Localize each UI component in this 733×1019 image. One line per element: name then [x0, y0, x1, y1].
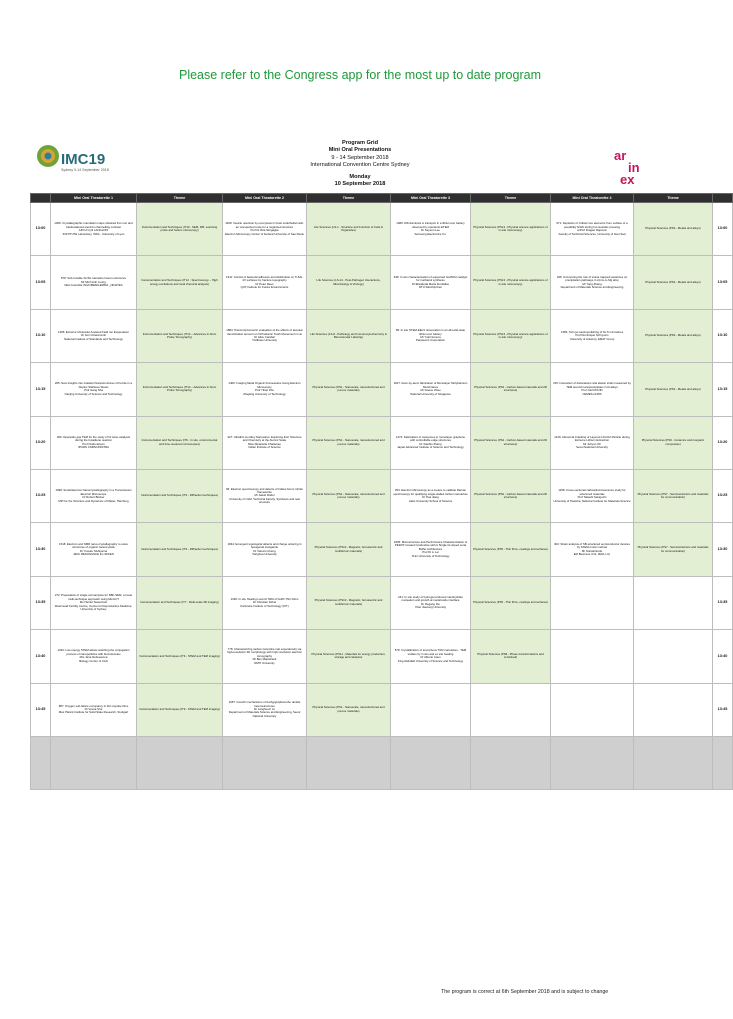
- time-slot: 13:30: [31, 523, 51, 576]
- empty-cell: [31, 736, 51, 789]
- time-slot: 13:40: [713, 630, 733, 683]
- theme-cell: Instrumentation and Techniques (IT9 - STEM and TEM imaging): [137, 630, 223, 683]
- time-slot: 13:45: [31, 683, 51, 736]
- presentation-cell: 1089: Diff-dominant Li transport in a lithium-ion battery observed by operando ETEM Dr Seyeon Lee Samsung Electronics Co.: [391, 203, 471, 256]
- presentation-cell: 315: Interaction of dislocations and elastic strain measured by TEM around nanoprecipitates in Al alloys Prof Joël DOUIN CEMES-CNRS: [551, 363, 634, 416]
- time-slot: 13:35: [713, 576, 733, 629]
- grid-header-row: [31, 194, 733, 203]
- presentation-cell: 460: Operando gas TEM for the study of Ni nano-catalysts during the butadiene reaction Prof Ovidiu Ersen IPCMS CNRS/UNISTRA: [51, 416, 137, 469]
- presentation-cell: 272: Preparation of single-cell samples for SBF-SEM, a novel multi-technique approach using MicroCT Ms Harriet Swearman Westmead Fertility Centre, Centre for Reproductive Medicine, University of Sydney: [51, 576, 137, 629]
- grid-end-row: [31, 736, 733, 789]
- theme-cell: Physical Sciences (PS13 - Physical science applications of in-situ microscopy): [471, 309, 551, 362]
- presentation-cell: [391, 683, 471, 736]
- table-row: [31, 523, 733, 576]
- presentation-cell: 1805: Microstructure and Performance Characterization of PEDOT-Coated Conductive with A Single Gl-doped ceria Buffer Architecture Prof Dr Li Lei Xi'an University of Technology: [391, 523, 471, 576]
- theme-cell: Instrumentation and Techniques (IT7 - Multi-scale 3D imaging): [137, 576, 223, 629]
- congress-venue: International Convention Centre Sydney: [310, 162, 410, 169]
- column-header: Mini Oral Theatorette 3: [391, 194, 471, 203]
- empty-cell: [634, 736, 713, 789]
- svg-text:ex: ex: [620, 172, 635, 187]
- table-row: [31, 416, 733, 469]
- time-slot: 13:25: [31, 469, 51, 522]
- presentation-cell: 85: In situ STEM-EELS observation in an all-solid-state lithium-ion battery Mr Yuki Nomura Panasonic Corporation: [391, 309, 471, 362]
- presentation-cell: 1518: Electron and NMR nano-crystallography to solve structures of organic nanocrystals Dr Yusuke Nishiyama JEOL RESONANCE Inc./RIKEN: [51, 523, 137, 576]
- time-slot: 13:20: [713, 416, 733, 469]
- theme-cell: Instrumentation and Techniques (IT6 - Diffraction techniques): [137, 469, 223, 522]
- theme-cell: Instrumentation and Techniques (IT10 - SEM, FIB, scanning probe and helium microscopy): [137, 203, 223, 256]
- empty-cell: [391, 736, 471, 789]
- theme-cell: [634, 630, 713, 683]
- theme-cell: Physical Sciences (PS10 - Magnetic, ferroelectric and multiferroic materials): [307, 523, 391, 576]
- empty-cell: [223, 736, 307, 789]
- theme-cell: Instrumentation and Techniques (IT12 - Spectroscopy – High energy excitations and local chemical analysis): [137, 256, 223, 309]
- time-header: [31, 194, 51, 203]
- congress-dates: 9 - 14 September 2018: [331, 154, 389, 161]
- day-date: 10 September 2018: [334, 181, 386, 188]
- presentation-cell: 1409: Imaging Metal Organic Frameworks Using Electron Microscopy Prof Yihan Zhu Zhejiang University of Technology: [223, 363, 307, 416]
- theme-cell: Instrumentation and Techniques (IT14 – Advances in Atom Probe Tomography): [137, 309, 223, 362]
- presentation-cell: 1087: Growth mechanisms of Au/Ag/graphene/Au double heterostructures Dr Jangheum Jo Department of Materials Science and Engineering, Seoul National University: [223, 683, 307, 736]
- time-slot: 13:10: [31, 309, 51, 362]
- presentation-cell: 878: Sub-tunable Sn/Sn-nanowire hetero-structures Mr Minh Anh Luong CEA Grenoble INAC/MEM/LEMMA _NINATEC: [51, 256, 137, 309]
- theme-cell: Physical Sciences (PS4 - Metals and alloys): [634, 363, 713, 416]
- presentation-cell: 1466: Vesicle retention by exocytosis in brain endothelial cells: an unexpected route for a neglected structure Prof Dr Rita Sinigaglia Electron Microscopy Center of Federal University of Sao Paulo: [223, 203, 307, 256]
- empty-cell: [713, 736, 733, 789]
- column-header: Theme: [307, 194, 391, 203]
- theme-cell: Physical Sciences (PS2 - Carbon-based materials and 2D structures): [471, 416, 551, 469]
- presentation-cell: 1320: Low energy STEM allows watching the conjugation process of nanoparticles with biomolecules Mrs Jana Nebesarova Biology Centre of CAS: [51, 630, 137, 683]
- svg-text:ar: ar: [614, 148, 627, 163]
- presentation-cell: 353: Electron Microscopy as a means to validate Raman spectroscopy for qualifying single-walled carbon nanotubes Dr Hua Jiang Aalto University School of Science: [391, 469, 471, 522]
- presentation-cell: 346: Uncovering the role of solute trapped vacancies on precipitation pathways in Al-Cu-Li-Mg alloy Mr Yang Zhang Department of Materials Science and Engineering: [551, 256, 634, 309]
- theme-cell: Instrumentation and Techniques (IT6 - Diffraction techniques): [137, 523, 223, 576]
- presentation-cell: 887: Oxygen sub-lattice occupancy in thin cuprate films Dr Vesna Srot Max Planck Institute for Solid State Research, Stuttgart: [51, 683, 137, 736]
- column-header: Mini Oral Theatorette 4: [551, 194, 634, 203]
- program-grid: [30, 193, 733, 790]
- day-name: Monday: [349, 173, 371, 180]
- time-slot: 13:35: [31, 576, 51, 629]
- presentation-cell: 327: Ultrathin Au Alloy Nanowires: Exploring their Structure and Chemistry at the Atomic Scale Miss Dipanwita Chatterjee Indian Institute of Science: [223, 416, 307, 469]
- time-slot: 13:00: [31, 203, 51, 256]
- table-row: [31, 576, 733, 629]
- theme-cell: [634, 683, 713, 736]
- table-row: [31, 683, 733, 736]
- theme-cell: Physical Sciences (PS13 - Physical science applications of in-situ microscopy): [471, 203, 551, 256]
- presentation-cell: 1827: Atom-by-atom fabrication of Monolayer Molybdenum Membranes Mr Xiaoxu Zhao National University of Singapore: [391, 363, 471, 416]
- presentation-cell: 1198: Cross-sectional cathodoluminescence study for structured materials Prof Takashi Sekiguchi University of Tsukuba, National Institute for Materials Science: [551, 469, 634, 522]
- presentation-cell: 241: In situ study of hydrogen-induced nanohydride nucleation and growth at metal/oxide interface Dr Degang Xie Xi'an Jiaotong University: [391, 576, 471, 629]
- theme-cell: Physical Sciences (PS4 - Metals and alloys): [634, 309, 713, 362]
- table-row: [31, 469, 733, 522]
- empty-cell: [551, 736, 634, 789]
- presentation-cell: 1274: Fabrication of nanopores in monolayer graphene with controllable edge structures Dr Xiaobin Zhang Japan Advanced Institute of Science and Technology: [391, 416, 471, 469]
- presentation-cell: 1698: Serial Electron Nanocrystallography in a Transmission Electron Microscope Dr Robert Bücker MPI for the Structure and Dynamics of Matter, Hamburg: [51, 469, 137, 522]
- column-header: Mini Oral Theatorette 2: [223, 194, 307, 203]
- presentation-cell: 83: Electron spectroscopy and defects of hollow boron nitride frameworks Mr Jakob Rödel University of ULM, Technical Faculty, Synthesis and real structure: [223, 469, 307, 522]
- svg-text:in: in: [628, 160, 640, 175]
- theme-cell: Physical Sciences (PS8 - Phase transformations and combined): [471, 630, 551, 683]
- theme-cell: Physical Sciences (PS1 - Nanoscale, nanostructured and porous materials): [307, 416, 391, 469]
- theme-cell: Physical Sciences (PS1 - Nanoscale, nanostructured and porous materials): [307, 469, 391, 522]
- svg-text:Sydney 9-14 September 2018: Sydney 9-14 September 2018: [61, 168, 109, 172]
- time-slot: 13:25: [713, 469, 733, 522]
- presentation-cell: 265: New Insights into Gradient Nanostructures of Ferrite in a Duplex Stainless Steels Prof Gang Sha Nanjing University of Science and Technology: [51, 363, 137, 416]
- theme-cell: Life Sciences (LS-1 - Structure and Function of Cells & Organelles): [307, 203, 391, 256]
- theme-cell: Physical Sciences (PS11 - Materials for energy production, storage and catalysis): [307, 630, 391, 683]
- presentation-cell: 778: Characterizing carbon nanotube mat superdensity via high-resolution 3D morphology with high resolution electron tomography Mr Ben Mapleback RMIT University: [223, 630, 307, 683]
- theme-cell: Physical Sciences (PS2 - Carbon-based materials and 2D structures): [471, 469, 551, 522]
- theme-cell: Physical Sciences (PS4 - Metals and alloys): [634, 203, 713, 256]
- time-slot: 13:05: [713, 256, 733, 309]
- theme-cell: Physical Sciences (PS10 - Magnetic, ferroelectric and multiferroic materials): [307, 576, 391, 629]
- presentation-cell: 1336: In situ Heating Lorentz TEM of FeRh Thin Films Dr Christian Kübel Karlsruhe Institute of Technology (KIT): [223, 576, 307, 629]
- presentation-cell: 1306: Crystallographic orientation maps obtained from ion and backscattered electron channelling contrast A/Prof Cyril LANGLOIS INSTITUTE Laboratory, INSA , University of Lyon: [51, 203, 137, 256]
- empty-cell: [471, 736, 551, 789]
- time-slot: 13:15: [31, 363, 51, 416]
- column-header: Theme: [137, 194, 223, 203]
- presentation-cell: 302: Strain analysis of SB-structured semiconductor devices by STEM-moiré method Mr Noriaki Endo EM Business Unit, JEOL Ltd.: [551, 523, 634, 576]
- program-subtitle: Mini Oral Presentations: [328, 147, 392, 154]
- time-slot: 13:15: [713, 363, 733, 416]
- theme-cell: Instrumentation and Techniques (IT9 - In situ, environmental and time-resolved microscopies): [137, 416, 223, 469]
- time-slot: 13:00: [713, 203, 733, 256]
- time-header: [713, 194, 733, 203]
- theme-cell: Physical Sciences (PS6 - Ceramics and inorganic composites): [634, 416, 713, 469]
- presentation-cell: 1359: Twin jet electropolishing of Ni-Ti microwires Prof Dominique Schryvers University of Antwerp, EMAT Group: [551, 309, 634, 362]
- table-row: [31, 309, 733, 362]
- presentation-cell: 1465: Extreme Ultraviolet Assisted Field Ion Evaporation Dr Ann Chiaramonti National Institute of Standards and Technology: [51, 309, 137, 362]
- program-title: Program Grid: [341, 140, 379, 146]
- footer-note: The program is correct at 6th September 2018 and is subject to change: [441, 989, 609, 995]
- presentation-cell: 1911: Control of bacterial adhesion and distribution on Ti-6Al-4V surfaces by fracture topography Dr Peter Rees QUT,Institute for Future Environments: [223, 256, 307, 309]
- presentation-cell: 639: In situ characterisation of supported Ga/SiO2 catalyst for methanol synthesis Dr Elisabetta Maria Fiordaliso DTU Danchip/Cen: [391, 256, 471, 309]
- time-slot: 13:30: [713, 523, 733, 576]
- theme-cell: Physical Sciences (PS7 - Semiconductors and materials for communication): [634, 523, 713, 576]
- theme-cell: Physical Sciences (PS1 - Nanoscale, nanostructured and porous materials): [307, 363, 391, 416]
- presentation-cell: 1844: Emergent topological defects and charge ordering in hexagonal manganite Dr Xiaoxiu Cheng Tsinghua University: [223, 523, 307, 576]
- presentation-cell: [551, 630, 634, 683]
- theme-cell: [471, 683, 551, 736]
- empty-cell: [137, 736, 223, 789]
- theme-cell: Physical Sciences (PS4 - Metals and alloys): [634, 256, 713, 309]
- presentation-cell: 971: Depletion of critical core elements from surface of a possibility Ni3Al during hot isostatic pressing A/Prof Dragan Rajnovic Faculty of Technical Sciences, University of Novi Sad: [551, 203, 634, 256]
- time-slot: 13:40: [31, 630, 51, 683]
- theme-cell: Instrumentation and Techniques (IT14 – Advances in Atom Probe Tomography): [137, 363, 223, 416]
- theme-cell: Physical Sciences (PS7 - Semiconductors and materials for communication): [634, 469, 713, 522]
- program-header: [0, 140, 720, 188]
- theme-cell: Instrumentation and Techniques (IT9 - STEM and TEM imaging): [137, 683, 223, 736]
- empty-cell: [307, 736, 391, 789]
- empty-cell: [51, 736, 137, 789]
- column-header: Mini Oral Theatorette 1: [51, 194, 137, 203]
- column-header: Theme: [634, 194, 713, 203]
- table-row: [31, 630, 733, 683]
- table-row: [31, 256, 733, 309]
- presentation-cell: [551, 683, 634, 736]
- update-notice: Please refer to the Congress app for the most up to date program: [178, 68, 541, 82]
- theme-cell: [634, 576, 713, 629]
- presentation-cell: 1216: Abnormal Cracking of Layered LiCoO2 Particle during Extreme Lithium Extraction Mr Juhyun Oh Seoul National University: [551, 416, 634, 469]
- time-slot: 13:45: [713, 683, 733, 736]
- time-slot: 13:20: [31, 416, 51, 469]
- time-slot: 13:10: [713, 309, 733, 362]
- svg-text:IMC19: IMC19: [61, 151, 106, 168]
- table-row: [31, 203, 733, 256]
- theme-cell: Physical Sciences (PS13 - Physical science applications of in-situ microscopy): [471, 256, 551, 309]
- theme-cell: Physical Sciences (PS2 - Carbon-based materials and 2D structures): [471, 363, 551, 416]
- time-slot: 13:05: [31, 256, 51, 309]
- table-row: [31, 363, 733, 416]
- presentation-cell: 579: Crystallization of amorphous TiO2 nanotubes - TEM studies by in situ and ex situ heating Dr Alberto Casu King Abdullah University of Science and Technology: [391, 630, 471, 683]
- theme-cell: Physical Sciences (PS5 - Thin films, coatings and surfaces): [471, 576, 551, 629]
- column-header: Theme: [471, 194, 551, 203]
- theme-cell: Life Sciences (LS-14 - Host-Pathogen Interactions, Microbiology & Virology): [307, 256, 391, 309]
- presentation-cell: 1884: Histomorphometric evaluation of the effects of alveolar decortication amount on Orthodontic Tooth Movement in rat Dr Alice Carabal Trollbase University: [223, 309, 307, 362]
- presentation-cell: [551, 576, 634, 629]
- theme-cell: Physical Sciences (PS5 - Thin films, coatings and surfaces): [471, 523, 551, 576]
- theme-cell: Life Sciences (LS-8 - Pathology and Immunocytochemistry & Biomolecular Labeling): [307, 309, 391, 362]
- theme-cell: Physical Sciences (PS1 - Nanoscale, nanostructured and porous materials): [307, 683, 391, 736]
